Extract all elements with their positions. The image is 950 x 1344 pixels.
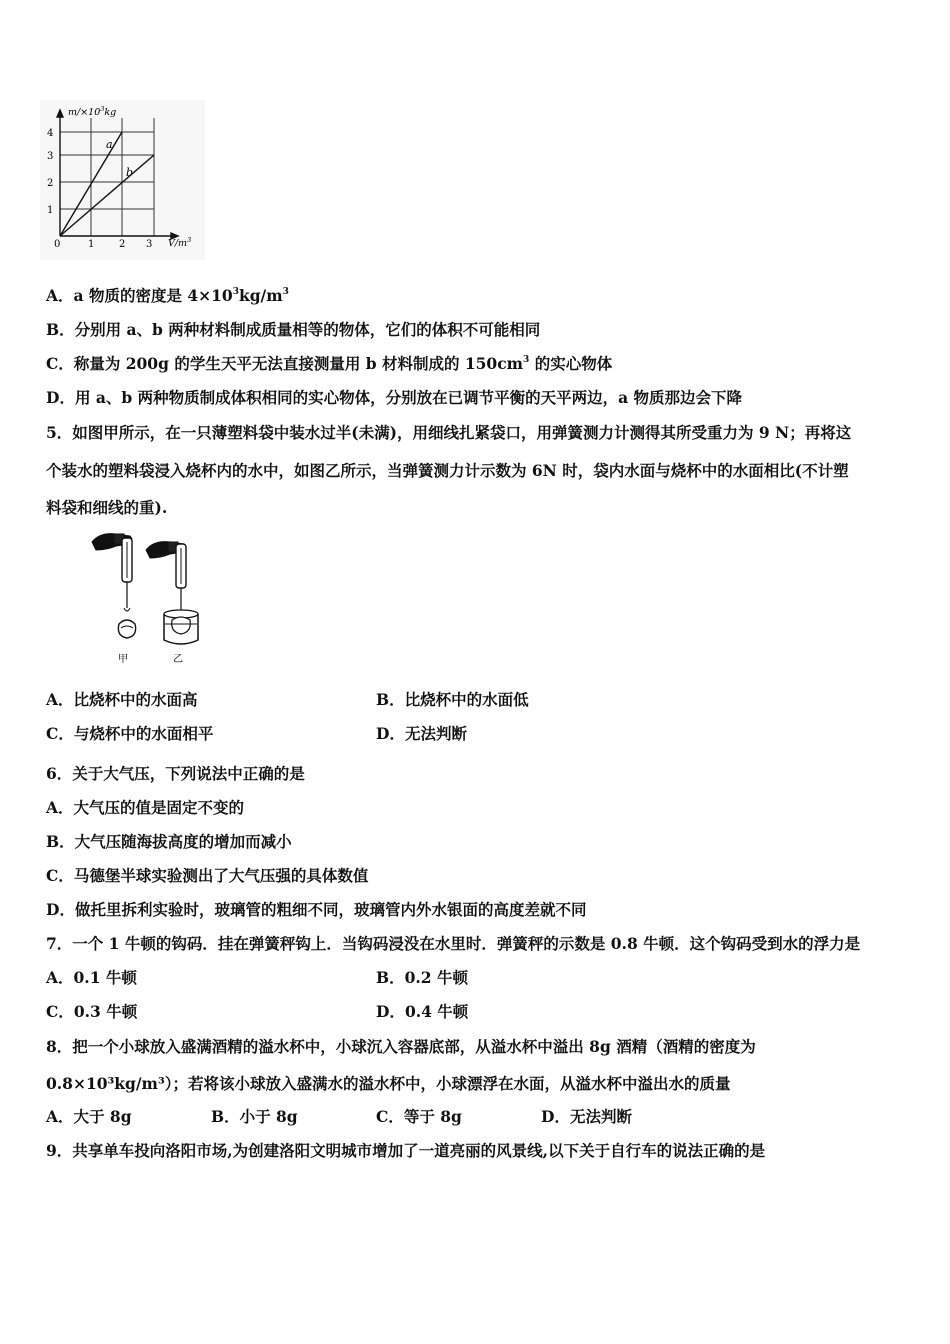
scale-jia xyxy=(92,534,136,638)
x-tick: 0 xyxy=(54,239,61,250)
y-axis-title: $m/\times 10^3kg$ xyxy=(68,105,117,118)
x-axis-title: $V/m^3$ xyxy=(168,236,192,249)
q5-option-d: D．无法判断 xyxy=(376,724,467,743)
q4-option-b: B．分别用 a、b 两种材料制成质量相等的物体，它们的体积不可能相同 xyxy=(46,320,541,339)
q5-option-b: B．比烧杯中的水面低 xyxy=(376,690,529,709)
y-tick: 1 xyxy=(47,205,54,216)
q8-stem-line2: 0.8×10³kg/m³）；若将该小球放入盛满水的溢水杯中，小球漂浮在水面，从溢水杯中溢出水的质量 xyxy=(46,1074,731,1093)
q6-option-d: D．做托里拆利实验时，玻璃管的粗细不同，玻璃管内外水银面的高度差就不同 xyxy=(46,900,587,919)
q8-option-a: A．大于 8g xyxy=(46,1107,132,1126)
q6-stem: 6．关于大气压，下列说法中正确的是 xyxy=(46,764,305,783)
mass-volume-graph xyxy=(40,100,205,260)
q7-stem: 7．一个 1 牛顿的钩码．挂在弹簧秤钩上．当钩码浸没在水里时．弹簧秤的示数是 0.8 牛顿．这个钩码受到水的浮力是 xyxy=(46,934,861,953)
q8-option-c: C．等于 8g xyxy=(376,1107,462,1126)
q5-option-c: C．与烧杯中的水面相平 xyxy=(46,724,214,743)
y-tick: 3 xyxy=(47,151,54,162)
q5-stem-line1: 5．如图甲所示，在一只薄塑料袋中装水过半(未满)，用细线扎紧袋口，用弹簧测力计测得其所受重力为 9 N；再将这 xyxy=(46,423,852,442)
x-tick: 3 xyxy=(146,239,153,250)
x-tick: 1 xyxy=(88,239,95,250)
y-tick: 2 xyxy=(47,178,54,189)
line-b-label: b xyxy=(126,166,134,179)
q7-option-d: D．0.4 牛顿 xyxy=(376,1002,469,1021)
scale-yi xyxy=(146,542,198,644)
q9-stem: 9．共享单车投向洛阳市场,为创建洛阳文明城市增加了一道亮丽的风景线,以下关于自行车的说法正确的是 xyxy=(46,1141,766,1160)
q7-option-a: A．0.1 牛顿 xyxy=(46,968,137,987)
q4-option-d: D．用 a、b 两种物质制成体积相同的实心物体，分别放在已调节平衡的天平两边，a 物质那边会下降 xyxy=(46,388,743,407)
q4-option-c: C．称量为 200g 的学生天平无法直接测量用 b 材料制成的 $150cm^3$ 的实心物体 xyxy=(46,354,613,373)
q8-option-d: D．无法判断 xyxy=(541,1107,632,1126)
y-tick: 4 xyxy=(47,128,54,139)
q5-option-a: A．比烧杯中的水面高 xyxy=(46,690,198,709)
q8-stem-line1: 8．把一个小球放入盛满酒精的溢水杯中，小球沉入容器底部，从溢水杯中溢出 8g 酒精（酒精的密度为 xyxy=(46,1037,756,1056)
x-tick: 2 xyxy=(119,239,126,250)
q7-option-b: B．0.2 牛顿 xyxy=(376,968,468,987)
q6-option-c: C．马德堡半球实验测出了大气压强的具体数值 xyxy=(46,866,369,885)
q4-option-a: A．a 物质的密度是 $4\times 10^3kg/m^3$ xyxy=(46,286,289,305)
q6-option-b: B．大气压随海拔高度的增加而减小 xyxy=(46,832,292,851)
fig-label-jia: 甲 xyxy=(118,654,128,665)
spring-scale-figure xyxy=(86,528,226,668)
q8-option-b: B．小于 8g xyxy=(211,1107,298,1126)
q7-option-c: C．0.3 牛顿 xyxy=(46,1002,138,1021)
fig-label-yi: 乙 xyxy=(173,654,183,665)
q5-stem-line2: 个装水的塑料袋浸入烧杯内的水中，如图乙所示，当弹簧测力计示数为 6N 时，袋内水面与烧杯中的水面相比(不计塑 xyxy=(46,461,849,480)
q5-stem-line3: 料袋和细线的重). xyxy=(46,498,168,517)
line-a-label: a xyxy=(106,138,113,151)
q6-option-a: A．大气压的值是固定不变的 xyxy=(46,798,245,817)
